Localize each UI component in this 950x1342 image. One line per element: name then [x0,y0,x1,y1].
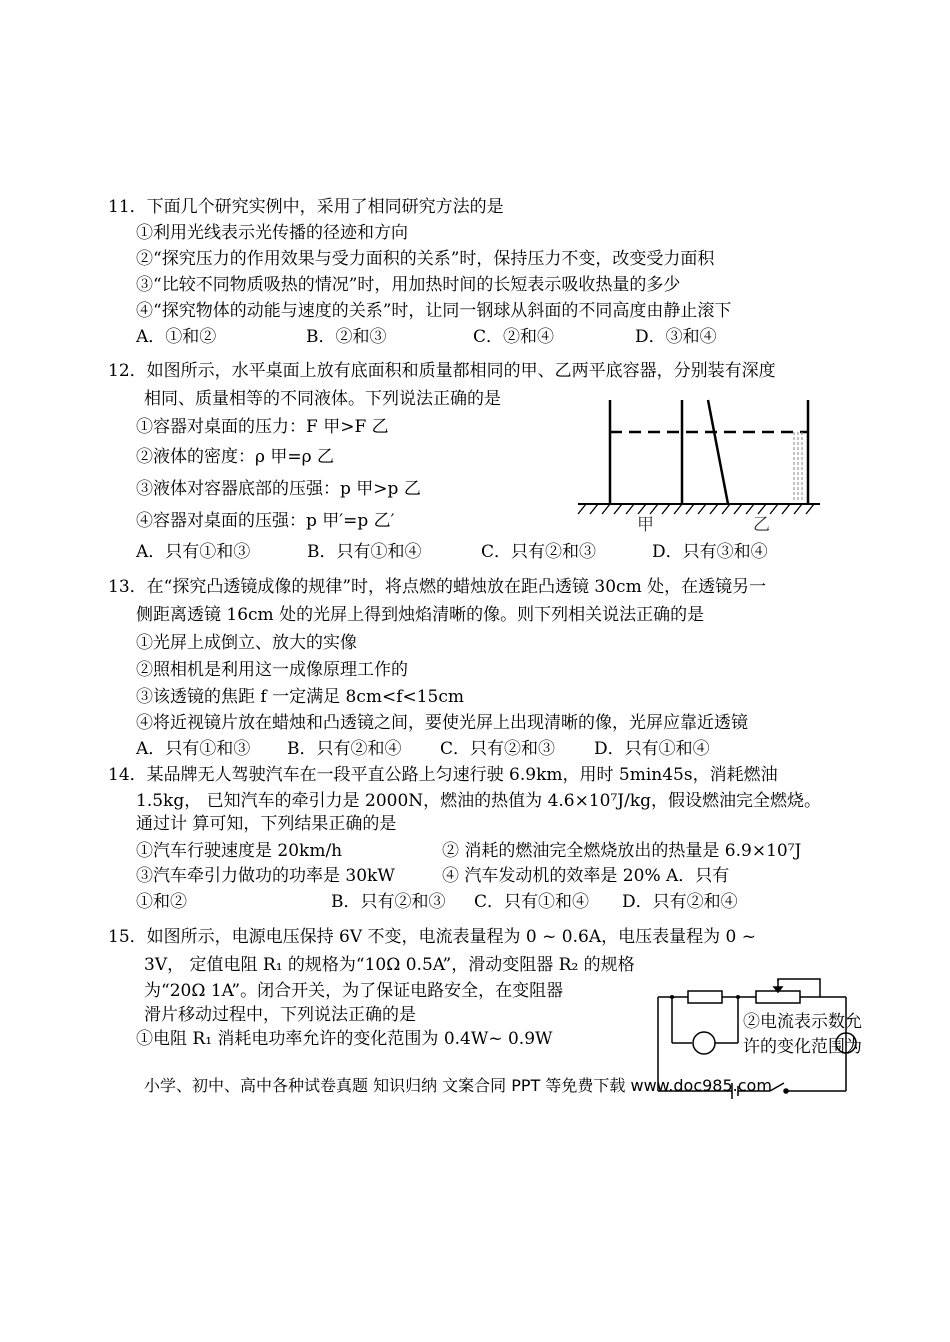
q12-option-a: A．只有①和③ [136,542,251,562]
q11-option-d: D．③和④ [635,327,717,347]
q13-item-2: ②照相机是利用这一成像原理工作的 [136,660,408,680]
q14-option-c: C．只有①和④ [474,892,590,912]
table-hatching [578,504,814,514]
q11-option-c: C．②和④ [473,327,555,347]
q14-option-d: D．只有②和④ [622,892,738,912]
q11-option-a: A．①和② [136,327,217,347]
q13-item-4: ④将近视镜片放在蜡烛和凸透镜之间，要使光屏上出现清晰的像，光屏应靠近透镜 [136,713,748,733]
q13-item-1: ①光屏上成倒立、放大的实像 [136,633,357,653]
footer-note: 小学、初中、高中各种试卷真题 知识归纳 文案合同 PPT 等免费下载 www.doc985.com [144,1076,772,1095]
q15-stem-line4: 滑片移动过程中，下列说法正确的是 [144,1005,416,1025]
q13-option-b: B．只有②和④ [287,739,402,759]
q13-item-3: ③该透镜的焦距 f 一定满足 8cm<f<15cm [136,687,465,707]
label-jia: 甲 [637,515,654,535]
container-yi-left-wall [708,400,728,504]
q11-item-1: ①利用光线表示光传播的径迹和方向 [136,223,408,243]
q13-stem-line1: 13．在“探究凸透镜成像的规律”时，将点燃的蜡烛放在距凸透镜 30cm 处，在透镜另一 [108,577,767,597]
q12-option-b: B．只有①和④ [307,542,422,562]
q14-stem-line2: 1.5kg， 已知汽车的牵引力是 2000N，燃油的热值为 4.6×10⁷J/kg，假设燃油完全燃烧。 [136,791,822,811]
q11-item-4: ④“探究物体的动能与速度的关系”时，让同一钢球从斜面的不同高度由静止滚下 [136,301,732,321]
q14-item-4: ④ 汽车发动机的效率是 20% A．只有 [442,866,730,886]
q14-item-1: ①汽车行驶速度是 20km/h [136,841,343,861]
q14-option-b: B．只有②和③ [331,892,446,912]
q12-option-c: C．只有②和③ [481,542,597,562]
q11-stem: 11．下面几个研究实例中，采用了相同研究方法的是 [108,197,504,217]
q12-containers-figure [574,396,824,526]
q13-option-a: A．只有①和③ [136,739,251,759]
q11-item-2: ②“探究压力的作用效果与受力面积的关系”时，保持压力不变，改变受力面积 [136,249,715,269]
q14-stem-line1: 14．某品牌无人驾驶汽车在一段平直公路上匀速行驶 6.9km，用时 5min45s，消耗燃油 [108,765,778,785]
q13-option-d: D．只有①和④ [594,739,710,759]
q15-stem-line2: 3V， 定值电阻 R₁ 的规格为“10Ω 0.5A”，滑动变阻器 R₂ 的规格 [144,955,635,975]
q12-item-3: ③液体对容器底部的压强：p 甲>p 乙 [136,479,421,499]
q15-stem-line1: 15．如图所示，电源电压保持 6V 不变，电流表量程为 0 ~ 0.6A，电压表量程为 0 ~ [108,927,756,947]
q14-option-a-cont: ①和② [136,892,187,912]
q15-item-1: ①电阻 R₁ 消耗电功率允许的变化范围为 0.4W~ 0.9W [136,1029,553,1049]
q13-option-c: C．只有②和③ [440,739,556,759]
q12-stem-line2: 相同、质量相等的不同液体。下列说法正确的是 [144,389,501,409]
resistor-r1 [688,991,722,1003]
q14-item-2: ② 消耗的燃油完全燃烧放出的热量是 6.9×10⁷J [442,841,802,861]
q11-option-b: B．②和③ [306,327,387,347]
q12-item-1: ①容器对桌面的压力：F 甲>F 乙 [136,417,389,437]
q14-stem-line3: 通过计 算可知，下列结果正确的是 [136,814,397,834]
q15-stem-line3: 为“20Ω 1A”。闭合开关，为了保证电路安全，在变阻器 [144,981,564,1001]
q12-stem-line1: 12．如图所示，水平桌面上放有底面积和质量都相同的甲、乙两平底容器，分别装有深度 [108,361,776,381]
switch-lever [770,1083,784,1091]
q11-item-3: ③“比较不同物质吸热的情况”时，用加热时间的长短表示吸收热量的多少 [136,275,681,295]
q12-item-2: ②液体的密度：ρ 甲=ρ 乙 [136,447,335,467]
q12-option-d: D．只有③和④ [652,542,768,562]
q15-item-2-line1: ②电流表示数允 [743,1012,862,1032]
q13-stem-line2: 侧距离透镜 16cm 处的光屏上得到烛焰清晰的像。则下列相关说法正确的是 [136,605,705,625]
voltmeter-icon [693,1032,715,1054]
q15-item-2-line2: 许的变化范围为 [743,1037,862,1057]
label-yi: 乙 [753,515,770,535]
q12-item-4: ④容器对桌面的压强：p 甲′=p 乙′ [136,511,395,531]
q14-item-3: ③汽车牵引力做功的功率是 30kW [136,866,395,886]
liquid-shading [794,432,802,500]
